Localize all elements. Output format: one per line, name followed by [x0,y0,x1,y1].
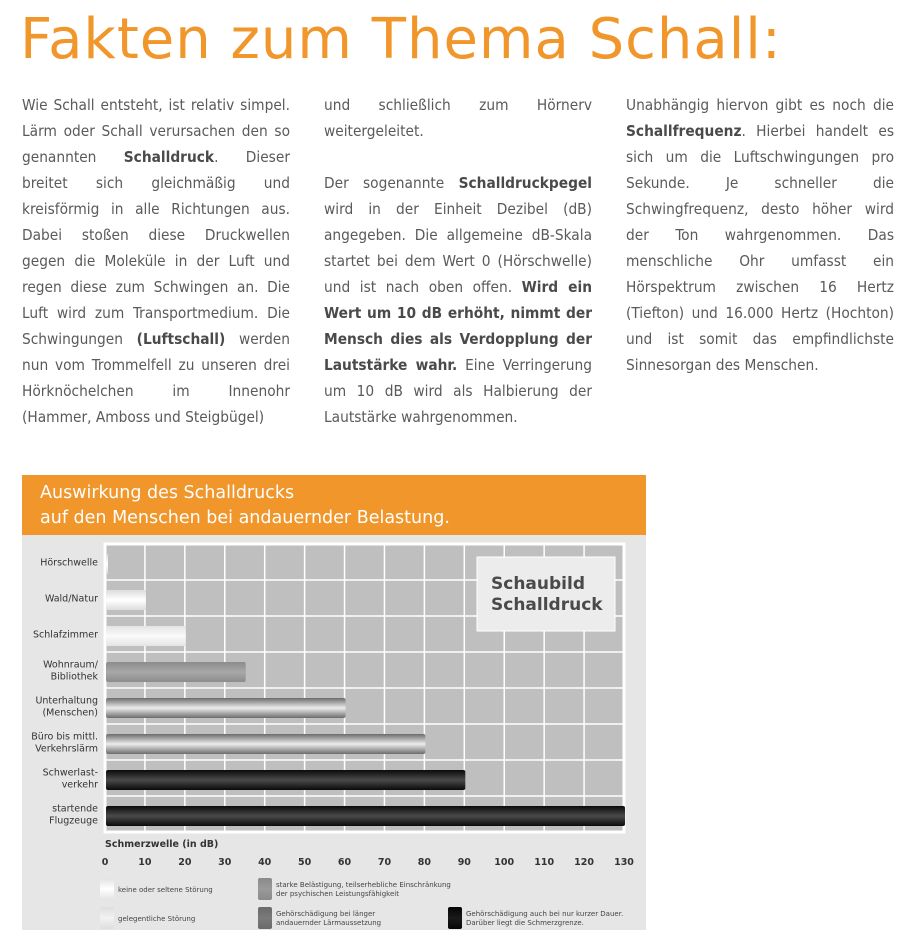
text-span: Wie Schall entsteht, ist relativ simpel. Lärm oder Schall verursachen den so genannten [22,96,290,166]
category-label: Unterhaltung (Menschen) [35,695,98,719]
text-span: Der sogenannte [324,174,459,192]
bar [106,770,465,790]
text-span: wird in der Einheit Dezibel (dB) angegeben. Die allgemeine dB-Skala startet bei dem Wert 0 (Hörschwelle) und ist nach oben offen. [324,200,592,296]
x-tick-label: 100 [494,857,515,868]
legend-label: keine oder seltene Störung [118,886,213,894]
x-tick-label: 70 [377,857,392,868]
article-column-2 [324,92,592,430]
chart-panel [22,475,646,930]
legend-label: Gehörschädigung auch bei nur kurzer Dauer. Darüber liegt die Schmerzgrenze. [466,910,624,927]
legend-swatch [100,878,114,900]
text-span: Eine Verringerung um 10 dB wird als Halbierung der Lautstärke wahrgenommen. [324,356,592,426]
bar [106,626,186,646]
legend-swatch [448,907,462,929]
article-column-3 [626,92,894,378]
x-tick-label: 90 [457,857,471,868]
category-label: Schwerlast-verkehr [42,767,98,791]
x-tick-label: 50 [297,857,312,868]
chart-header-line-1: Auswirkung des Schalldrucks [40,483,295,503]
category-label: Hörschwelle [40,557,98,569]
legend-swatch [258,878,272,900]
x-tick-label: 110 [534,857,555,868]
bar-chart [22,535,646,930]
category-label: startende Flugzeuge [49,803,98,827]
bar [106,554,108,574]
text-span: Unabhängig hiervon gibt es noch die [626,96,894,114]
chart-title-box [477,557,615,631]
bold-statement: Wird ein Wert um 10 dB erhöht, nimmt der Mensch dies als Verdopplung der Lautstärke wahr. [324,278,592,374]
chart-title: Schaubild Schalldruck [491,574,603,615]
bold-term: Schalldruckpegel [458,174,592,192]
legend-swatch [100,907,114,929]
category-label: Wohnraum/ Bibliothek [43,659,98,683]
x-tick-label: 120 [574,857,594,868]
chart-header-banner [22,475,646,535]
bold-term: Schallfrequenz [626,122,742,140]
x-tick-label: 60 [337,857,352,868]
paragraph: und schließlich zum Hörnerv weitergeleitet. [324,96,592,140]
legend-label: starke Belästigung, teilserhebliche Einschränkung der psychischen Leistungsfähigkeit [276,881,451,898]
x-tick-label: 10 [138,857,152,868]
category-label: Schlafzimmer [33,629,98,641]
chart-header-line-2: auf den Menschen bei andauernder Belastung. [40,508,450,528]
bar [106,662,246,682]
legend-label: Gehörschädigung bei länger andauernder Lärmaussetzung [276,910,382,927]
category-label: Wald/Natur [44,593,98,605]
x-tick-label: 80 [417,857,432,868]
x-tick-label: 30 [218,857,232,868]
bar [106,806,625,826]
text-span: . Hierbei handelt es sich um die Luftschwingungen pro Sekunde. Je schneller die Schwingfrequenz, desto höher wird der Ton wahrgenommen. Das menschliche Ohr umfasst ein Hörspektrum zwischen 16 Hertz (Tiefton) und 16.000 Hertz (Hochton) und ist somit das empfindlichste Sinnesorgan des Menschen. [626,122,894,374]
x-axis-label: Schmerzwelle (in dB) [105,839,219,850]
bar [106,590,146,610]
bold-term: (Luftschall) [136,330,226,348]
legend-label: gelegentliche Störung [118,915,196,923]
x-tick-label: 40 [258,857,272,868]
x-tick-label: 20 [178,857,192,868]
article-column-1 [22,92,290,430]
legend-swatch [258,907,272,929]
x-tick-label: 0 [101,857,109,868]
x-tick-label: 130 [614,857,634,868]
text-span: werden nun vom Trommelfell zu unseren drei Hörknöchelchen im Innenohr (Hammer, Amboss und Steigbügel) [22,330,290,426]
bar [106,734,425,754]
paragraph [324,170,592,430]
paragraph [22,92,290,430]
page-title: Fakten zum Thema Schall: [20,7,782,72]
bold-term: Schalldruck [123,148,215,166]
bar [106,698,346,718]
text-span: . Dieser breitet sich gleichmäßig und kreisförmig in alle Richtungen aus. Dabei stoßen diese Druckwellen gegen die Moleküle in der Luft und regen diese zum Schwingen an. Die Luft wird zum Transportmedium. Die Schwingungen [22,148,290,348]
paragraph [626,92,894,378]
category-label: Büro bis mittl. Verkehrslärm [31,731,98,755]
